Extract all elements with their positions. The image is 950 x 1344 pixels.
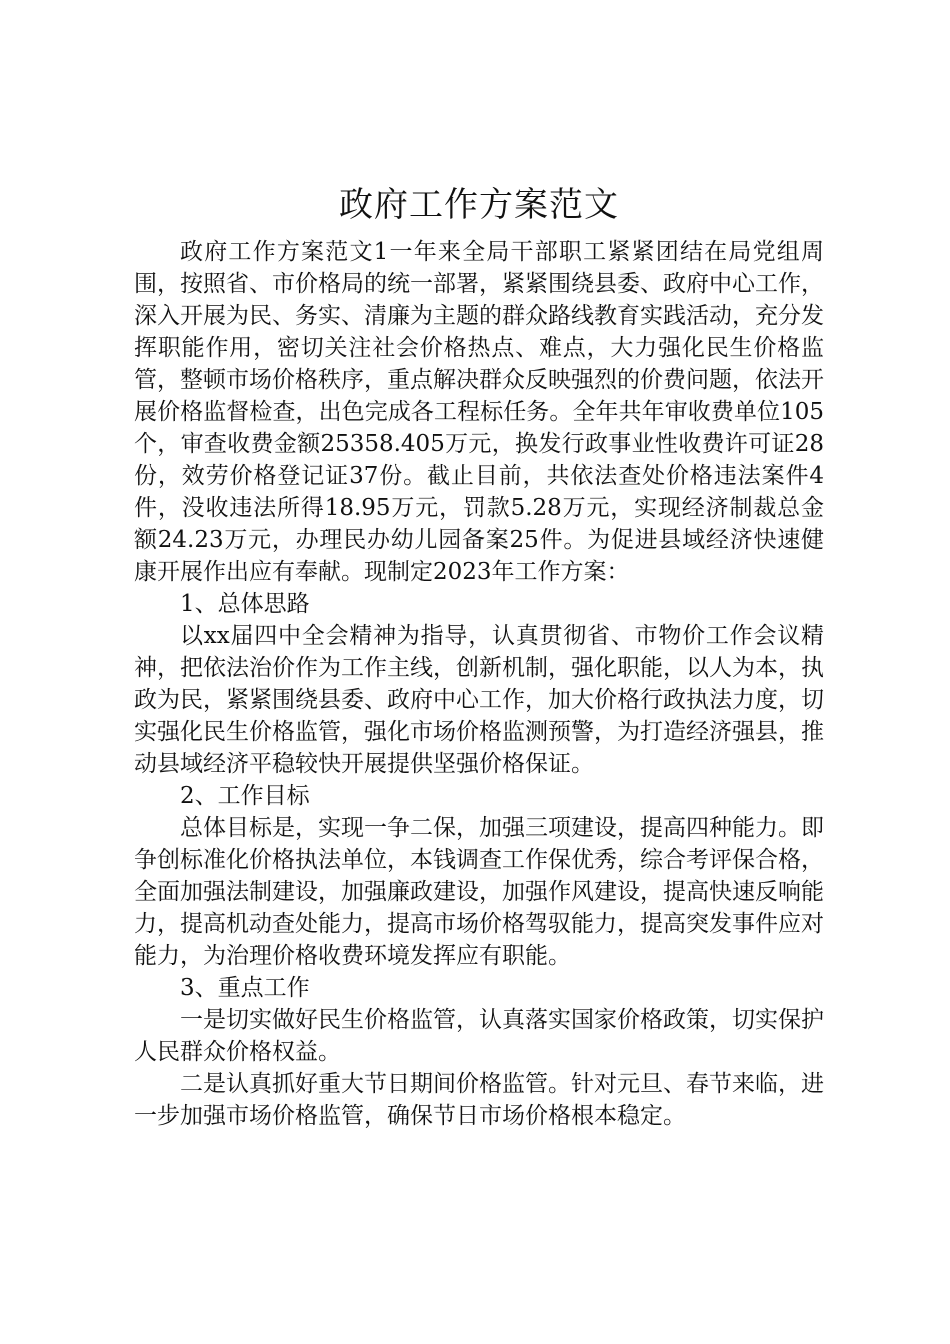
section-paragraph: 以xx届四中全会精神为指导，认真贯彻省、市物价工作会议精神，把依法治价作为工作主线，创新机制，强化职能，以人为本，执政为民，紧紧围绕县委、政府中心工作，加大价格行政执法力度，切实强化民生价格监管，强化市场价格监测预警，为打造经济强县，推动县域经济平稳较快开展提供坚强价格保证。: [134, 623, 824, 777]
intro-paragraph: 政府工作方案范文1一年来全局干部职工紧紧团结在局党组周围，按照省、市价格局的统一部署，紧紧围绕县委、政府中心工作，深入开展为民、务实、清廉为主题的群众路线教育实践活动，充分发挥职能作用，密切关注社会价格热点、难点，大力强化民生价格监管，整顿市场价格秩序，重点解决群众反映强烈的价费问题，依法开展价格监督检查，出色完成各工程标任务。全年共年审收费单位105个，审查收费金额25358.405万元，换发行政事业性收费许可证28份，效劳价格登记证37份。截止目前，共依法查处价格违法案件4件，没收违法所得18.95万元，罚款5.28万元，实现经济制裁总金额24.23万元，办理民办幼儿园备案25件。为促进县域经济快速健康开展作出应有奉献。现制定2023年工作方案：: [134, 239, 824, 585]
section-paragraph: 二是认真抓好重大节日期间价格监管。针对元旦、春节来临，进一步加强市场价格监管，确保节日市场价格根本稳定。: [134, 1071, 824, 1129]
section-work-goals: [134, 780, 824, 972]
section-overall-approach: [134, 588, 824, 780]
document-page: [134, 178, 824, 1132]
section-paragraph: 一是切实做好民生价格监管，认真落实国家价格政策，切实保护人民群众价格权益。: [134, 1007, 824, 1065]
document-title: 政府工作方案范文: [339, 185, 619, 225]
section-paragraph: 总体目标是，实现一争二保，加强三项建设，提高四种能力。即争创标准化价格执法单位，本钱调查工作保优秀，综合考评保合格，全面加强法制建设，加强廉政建设，加强作风建设，提高快速反响能力，提高机动查处能力，提高市场价格驾驭能力，提高突发事件应对能力，为治理价格收费环境发挥应有职能。: [134, 815, 824, 969]
section-heading: 2、工作目标: [180, 783, 310, 809]
section-heading: 3、重点工作: [180, 975, 310, 1001]
section-key-work: [134, 972, 824, 1132]
section-heading: 1、总体思路: [180, 591, 310, 617]
